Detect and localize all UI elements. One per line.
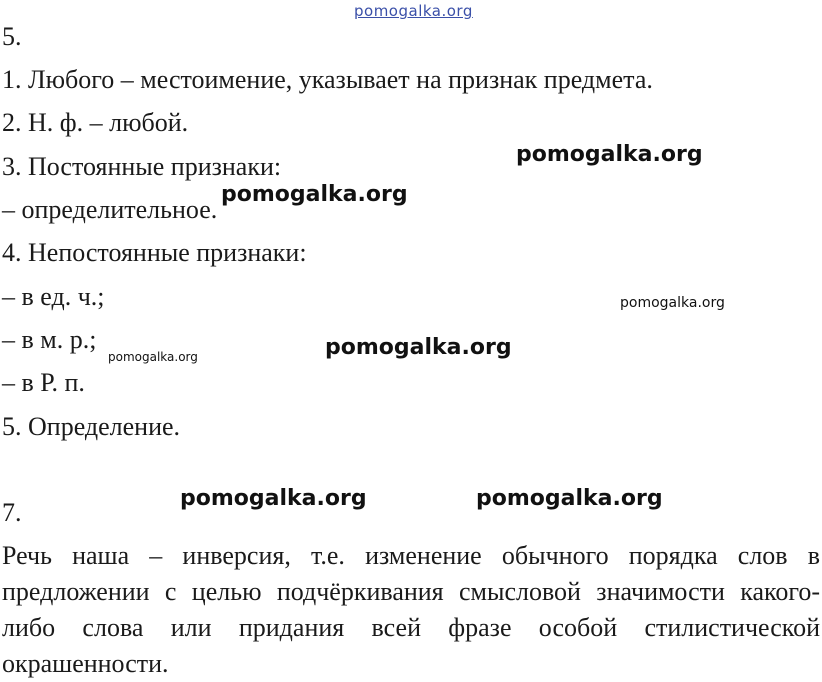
section-5-number: 5. (2, 22, 22, 51)
watermark: pomogalka.org (180, 486, 367, 511)
section-5-line-2: 2. Н. ф. – любой. (2, 108, 189, 137)
watermark: pomogalka.org (108, 350, 198, 364)
section-7-paragraph: Речь наша – инверсия, т.е. изменение обычного порядка слов в предложении с целью подчёркивания смысловой значимости какого-либо слова или придания всей фразе особой стилистической окрашенности. (2, 541, 820, 678)
watermark: pomogalka.org (516, 142, 703, 167)
watermark: pomogalka.org (476, 486, 663, 511)
watermark: pomogalka.org (221, 182, 408, 207)
watermark: pomogalka.org (325, 335, 512, 360)
watermark: pomogalka.org (620, 295, 725, 311)
section-5-line-3: 3. Постоянные признаки: (2, 152, 282, 181)
section-5-line-1: 1. Любого – местоимение, указывает на признак предмета. (2, 65, 653, 94)
watermark-top: pomogalka.org (354, 2, 473, 20)
section-5-line-9: 5. Определение. (2, 412, 181, 441)
section-7-number: 7. (2, 498, 22, 527)
section-5-line-5: 4. Непостоянные признаки: (2, 238, 307, 267)
section-5-line-6: – в ед. ч.; (2, 282, 105, 311)
section-5-line-4: – определительное. (2, 195, 218, 224)
section-5-line-8: – в Р. п. (2, 368, 85, 397)
section-5-line-7: – в м. р.; (2, 325, 97, 354)
